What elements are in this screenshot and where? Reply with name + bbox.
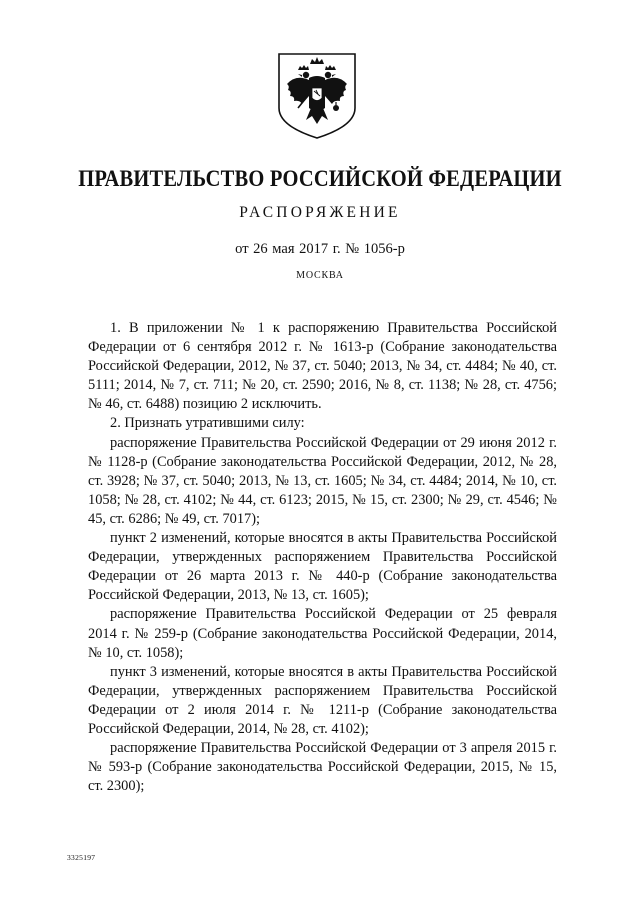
government-title: ПРАВИТЕЛЬСТВО РОССИЙСКОЙ ФЕДЕРАЦИИ (78, 166, 562, 192)
document-city: МОСКВА (296, 270, 344, 281)
paragraph-repeal-1211: пункт 3 изменений, которые вносятся в акты Правительства Российской Федерации, утвержденных распоряжением Правительства Российской Федерации от 2 июля 2014 г. № 1211-р (Собрание законодательства Российской Федерации, 2014, № 28, ст. 4102); (88, 663, 557, 737)
document-id: 3325197 (67, 853, 96, 862)
paragraph-repeal-440: пункт 2 изменений, которые вносятся в акты Правительства Российской Федерации, утвержденных распоряжением Правительства Российской Федерации от 26 марта 2013 г. № 440-р (Собрание законодательства Российской Федерации, 2013, № 13, ст. 1605); (88, 530, 557, 604)
document-body (88, 319, 557, 796)
paragraph-item-2: 2. Признать утратившими силу: (110, 415, 305, 432)
document-kind: РАСПОРЯЖЕНИЕ (239, 204, 401, 221)
paragraph-item-1: 1. В приложении № 1 к распоряжению Правительства Российской Федерации от 6 сентября 2012 г. № 1613-р (Собрание законодательства Российской Федерации, 2012, № 37, ст. 5040; 2013, № 34, ст. 4484; № 40, ст. 5111; 2014, № 7, ст. 711; № 20, ст. 2590; 2016, № 8, ст. 1138; № 28, ст. 4756; № 46, ст. 6488) позицию 2 исключить. (88, 320, 557, 413)
paragraph-repeal-593: распоряжение Правительства Российской Федерации от 3 апреля 2015 г. № 593-р (Собрание законодательства Российской Федерации, 2015, № 15, ст. 2300); (88, 740, 557, 795)
coat-of-arms-icon (276, 50, 358, 140)
paragraph-repeal-1128: распоряжение Правительства Российской Федерации от 29 июня 2012 г. № 1128-р (Собрание законодательства Российской Федерации, 2012, № 28, ст. 3928; № 37, ст. 5040; 2013, № 13, ст. 1605; № 34, ст. 4484; 2014, № 10, ст. 1058; № 28, ст. 4102; № 44, ст. 6123; 2015, № 15, ст. 2300; № 29, ст. 4546; № 45, ст. 6286; № 49, ст. 7017); (88, 434, 557, 527)
paragraph-repeal-259: распоряжение Правительства Российской Федерации от 25 февраля 2014 г. № 259-р (Собрание законодательства Российской Федерации, 2014, № 10, ст. 1058); (88, 606, 557, 661)
document-date-number: от 26 мая 2017 г. № 1056-р (235, 241, 405, 257)
